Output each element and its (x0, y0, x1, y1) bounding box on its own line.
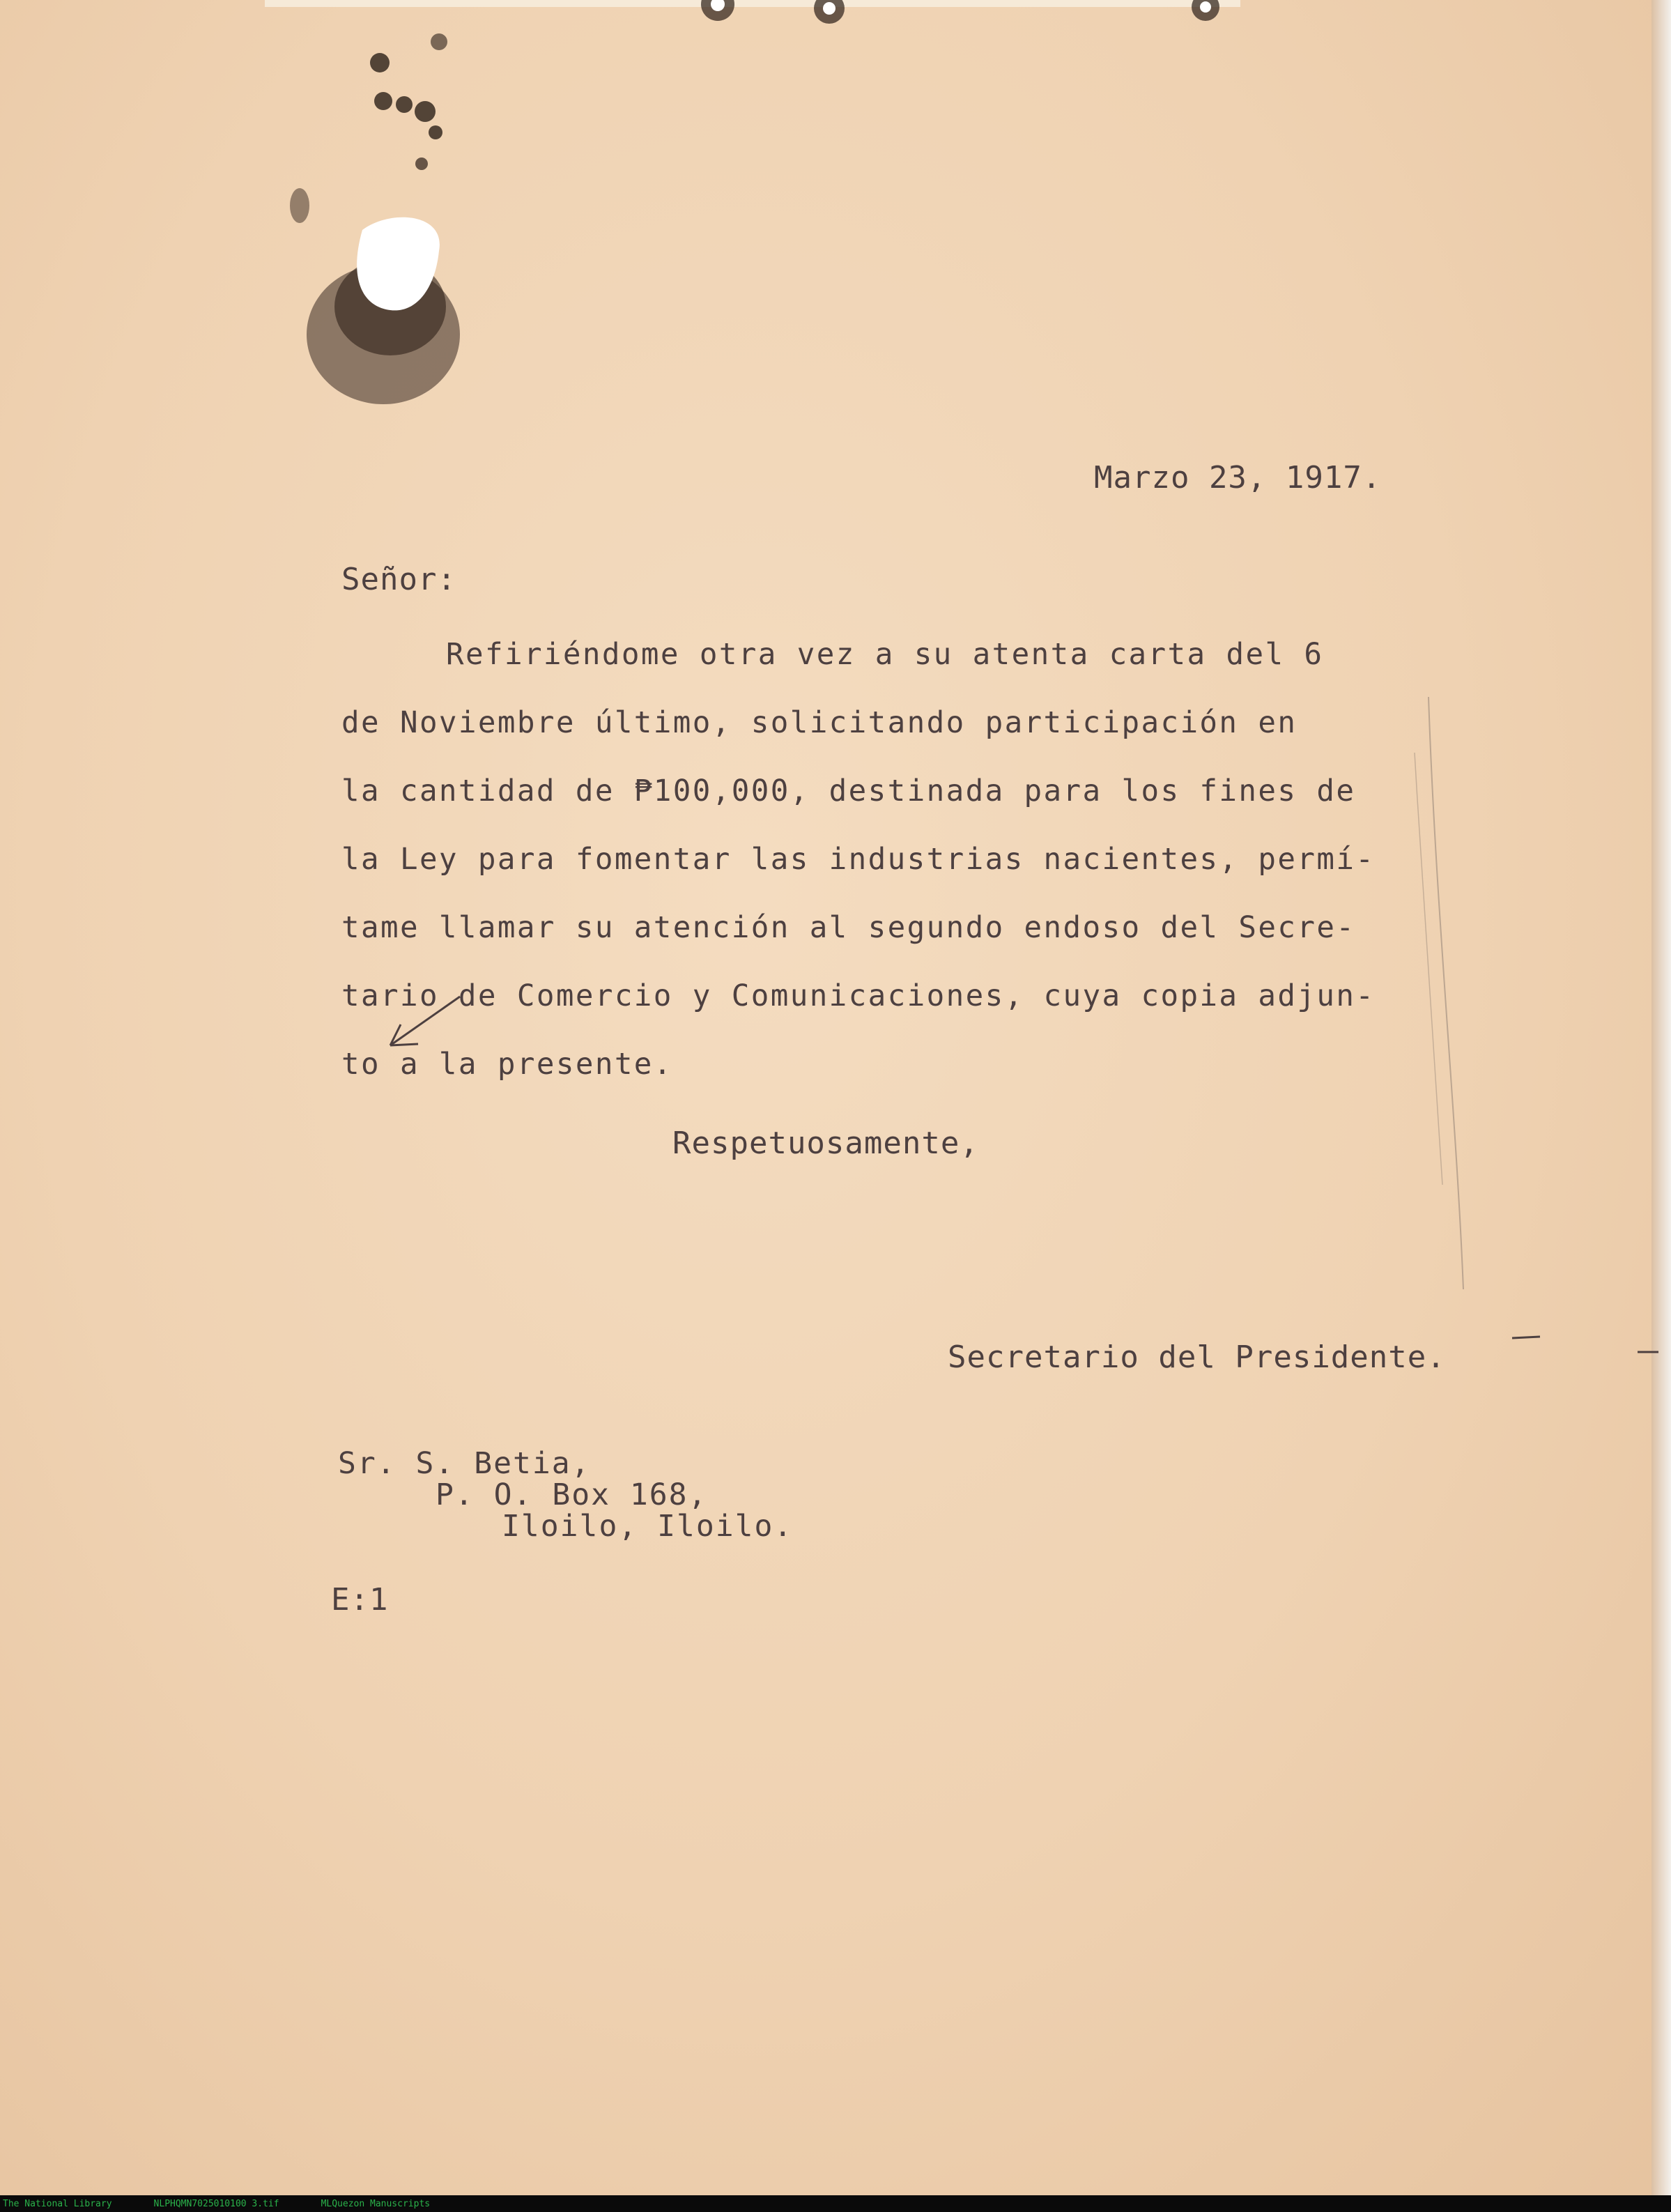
footer-collection: MLQuezon Manuscripts (321, 2198, 431, 2209)
letter-date: Marzo 23, 1917. (1094, 460, 1382, 496)
body-line-7: to a la presente. (341, 1047, 673, 1082)
address-name: Sr. S. Betia, (338, 1446, 591, 1481)
salutation: Señor: (341, 562, 456, 597)
body-line-4: la Ley para fomentar las industrias nacientes, permí- (341, 843, 1376, 877)
address-box: P. O. Box 168, (436, 1477, 708, 1512)
body-line-5: tame llamar su atención al segundo endoso del Secre- (341, 911, 1356, 945)
body-line-1: Refiriéndome otra vez a su atenta carta del 6 (446, 638, 1324, 672)
body-line-2: de Noviembre último, solicitando participación en (341, 706, 1297, 740)
closing: Respetuosamente, (672, 1126, 979, 1161)
footer-institution: The National Library (3, 2198, 112, 2209)
body-line-3: la cantidad de ₱100,000, destinada para los fines de (341, 774, 1356, 808)
body-line-6: tario de Comercio y Comunicaciones, cuya copia adjun- (341, 979, 1376, 1013)
scan-footer (0, 2195, 1671, 2212)
address-city: Iloilo, Iloilo. (502, 1509, 794, 1544)
reference-initials: E:1 (331, 1582, 389, 1618)
signature-title: Secretario del Presidente. (948, 1339, 1446, 1375)
footer-file: NLPHQMN7025010100 3.tif (153, 2198, 279, 2209)
